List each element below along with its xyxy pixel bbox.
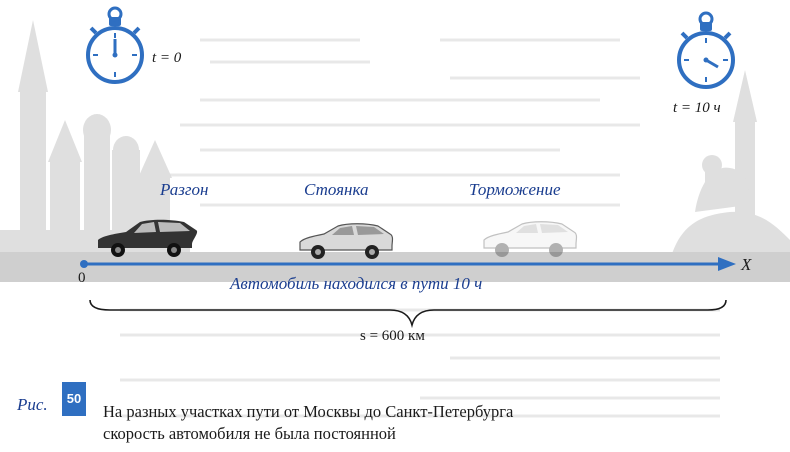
trip-duration-caption: Автомобиль находился в пути 10 ч: [230, 274, 483, 293]
origin-dot: [80, 260, 88, 268]
stopwatch-icon-end: [679, 13, 733, 87]
figure-prefix: Рис.: [17, 395, 48, 414]
stage-acceleration-label: Разгон: [160, 180, 209, 199]
distance-brace: [90, 300, 726, 325]
figure-caption-line-2: скорость автомобиля не была постоянной: [103, 424, 396, 443]
monument-silhouette: [670, 70, 790, 260]
figure-caption-line-1: На разных участках пути от Москвы до Санкт-Петербурга: [103, 402, 514, 421]
stage-parking-label: Стоянка: [304, 180, 369, 199]
end-time-label: t = 10 ч: [673, 100, 721, 116]
distance-label: s = 600 км: [360, 328, 425, 344]
figure-number-badge: 50: [62, 382, 86, 416]
stopwatch-icon: [88, 8, 142, 82]
stage-braking-label: Торможение: [469, 180, 561, 199]
car-braking: [484, 222, 577, 257]
background-text-lines: [120, 40, 720, 416]
start-time-label: t = 0: [152, 50, 182, 66]
axis-origin-label: 0: [78, 270, 86, 286]
axis-x-label: X: [741, 255, 752, 274]
